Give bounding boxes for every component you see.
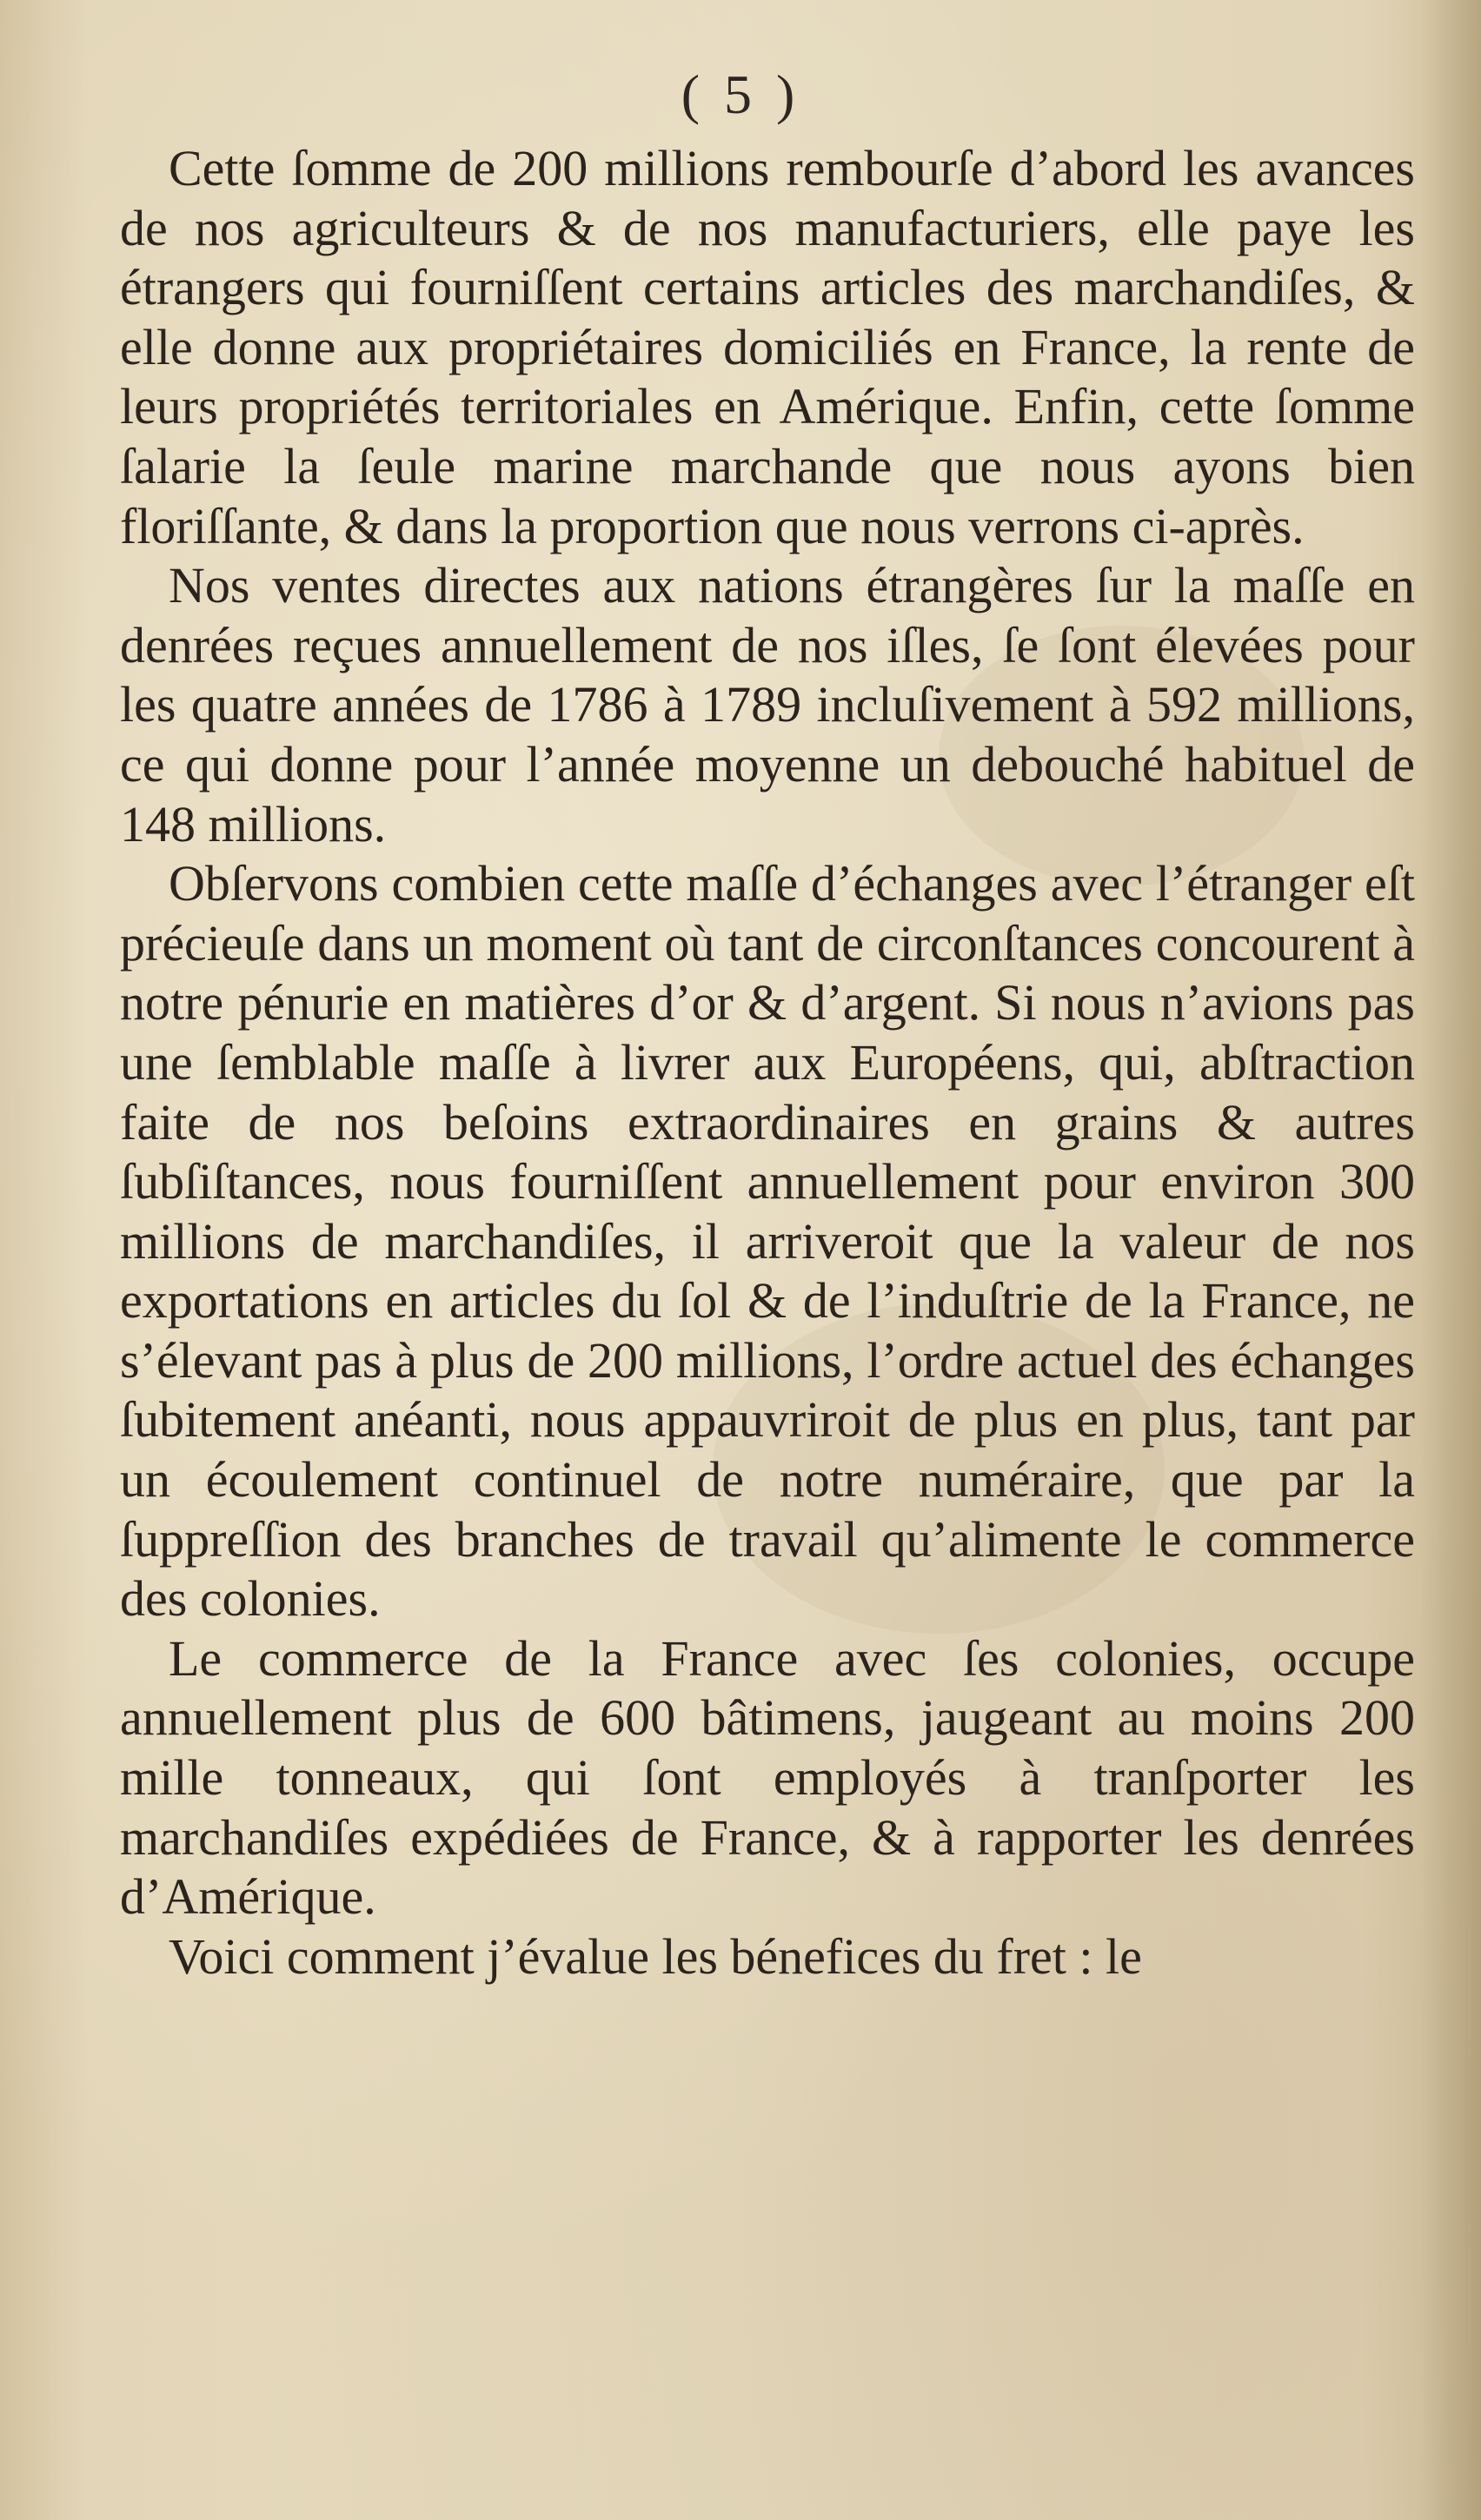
- paragraph: Obſervons combien cette maſſe d’échanges avec l’étranger eſt précieuſe dans un moment où tant de circonſtances concourent à notre pénurie en matières d’or & d’argent. Si nous n’avions pas une ſemblable maſſe à livrer aux Européens, qui, abſtraction faite de nos beſoins extraordinaires en grains & autres ſubſiſtances, nous fourniſſent annuellement pour environ 300 millions de marchandiſes, il arriveroit que la valeur de nos exportations en articles du ſol & de l’induſtrie de la France, ne s’élevant pas à plus de 200 millions, l’ordre actuel des échanges ſubitement anéanti, nous appauvriroit de plus en plus, tant par un écoulement continuel de notre numéraire, que par la ſuppreſſion des branches de travail qu’alimente le commerce des colonies.: [120, 855, 1415, 1628]
- paragraph: Nos ventes directes aux nations étrangères ſur la maſſe en denrées reçues annuellement de nos iſles, ſe ſont élevées pour les quatre années de 1786 à 1789 incluſivement à 592 millions, ce qui donne pour l’année moyenne un debouché habituel de 148 millions.: [120, 557, 1415, 852]
- paragraph: Cette ſomme de 200 millions rembourſe d’abord les avances de nos agriculteurs & de nos manufacturiers, elle paye les étrangers qui fourniſſent certains articles des marchandiſes, & elle donne aux propriétaires domiciliés en France, la rente de leurs propriétés territoriales en Amérique. Enfin, cette ſomme ſalarie la ſeule marine marchande que nous ayons bien floriſſante, & dans la proportion que nous verrons ci-après.: [120, 140, 1415, 554]
- body-text: [120, 139, 1415, 1986]
- page-edge-shadow: [1420, 0, 1481, 2520]
- paragraph: Le commerce de la France avec ſes colonies, occupe annuellement plus de 600 bâtimens, jaugeant au moins 200 mille tonneaux, qui ſont employés à tranſporter les marchandiſes expédiées de France, & à rapporter les denrées d’Amérique.: [120, 1629, 1415, 1926]
- page-number: ( 5 ): [681, 63, 800, 125]
- paragraph: Voici comment j’évalue les bénefices du fret : le: [169, 1927, 1142, 1985]
